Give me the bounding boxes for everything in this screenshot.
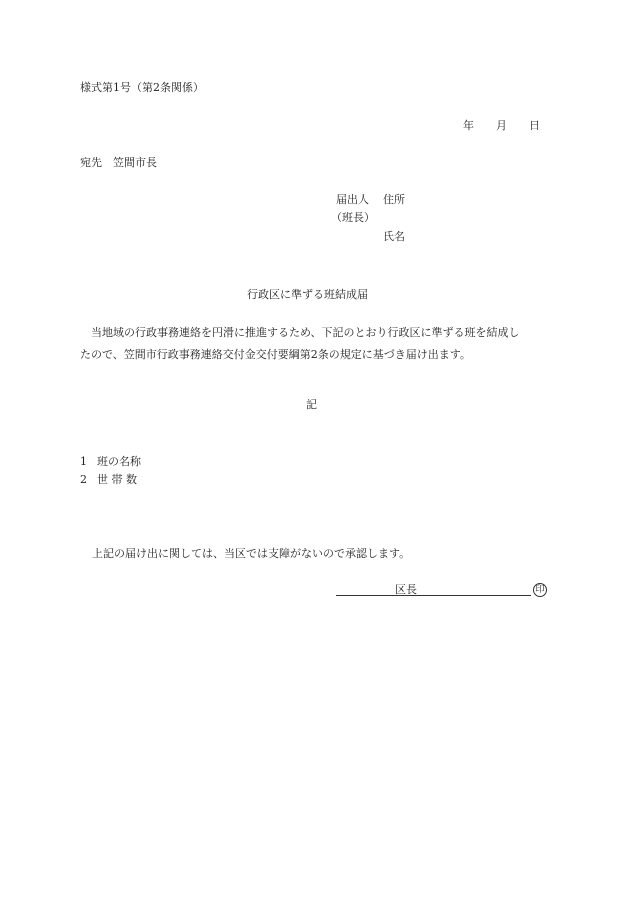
item-number: 1: [80, 455, 87, 468]
body-line-1: 当地域の行政事務連絡を円滑に推進するため、下記のとおり行政区に準ずる班を結成し: [91, 326, 520, 339]
applicant-name-label: 氏名: [383, 230, 405, 243]
item-label: 世 帯 数: [97, 473, 137, 486]
day-label: 日: [529, 119, 540, 132]
document-title: 行政区に準ずる班結成届: [247, 288, 368, 301]
applicant-address-label: 住所: [383, 193, 405, 206]
district-head-label: 区長: [395, 583, 417, 596]
addressee-prefix: 宛先: [80, 156, 102, 169]
applicant-role: （班長）: [331, 211, 375, 224]
year-label: 年: [463, 119, 474, 132]
month-label: 月: [496, 119, 507, 132]
seal-icon: 印: [533, 583, 547, 597]
applicant-label: 届出人: [336, 193, 369, 206]
ki-heading: 記: [306, 398, 317, 411]
form-number: 様式第1号（第2条関係）: [80, 81, 204, 94]
addressee: [80, 157, 157, 168]
item-household-count: [80, 474, 137, 485]
item-label: 班の名称: [97, 455, 141, 468]
signature-line: [336, 595, 531, 596]
item-number: 2: [80, 473, 87, 486]
date-line: [463, 120, 540, 131]
addressee-recipient: 笠間市長: [113, 156, 157, 169]
body-text: [80, 322, 550, 366]
item-team-name: [80, 456, 141, 467]
body-line-2: たので、笠間市行政事務連絡交付金交付要綱第2条の規定に基づき届け出ます。: [80, 348, 471, 361]
approval-text: 上記の届け出に関しては、当区では支障がないので承認します。: [92, 547, 411, 560]
